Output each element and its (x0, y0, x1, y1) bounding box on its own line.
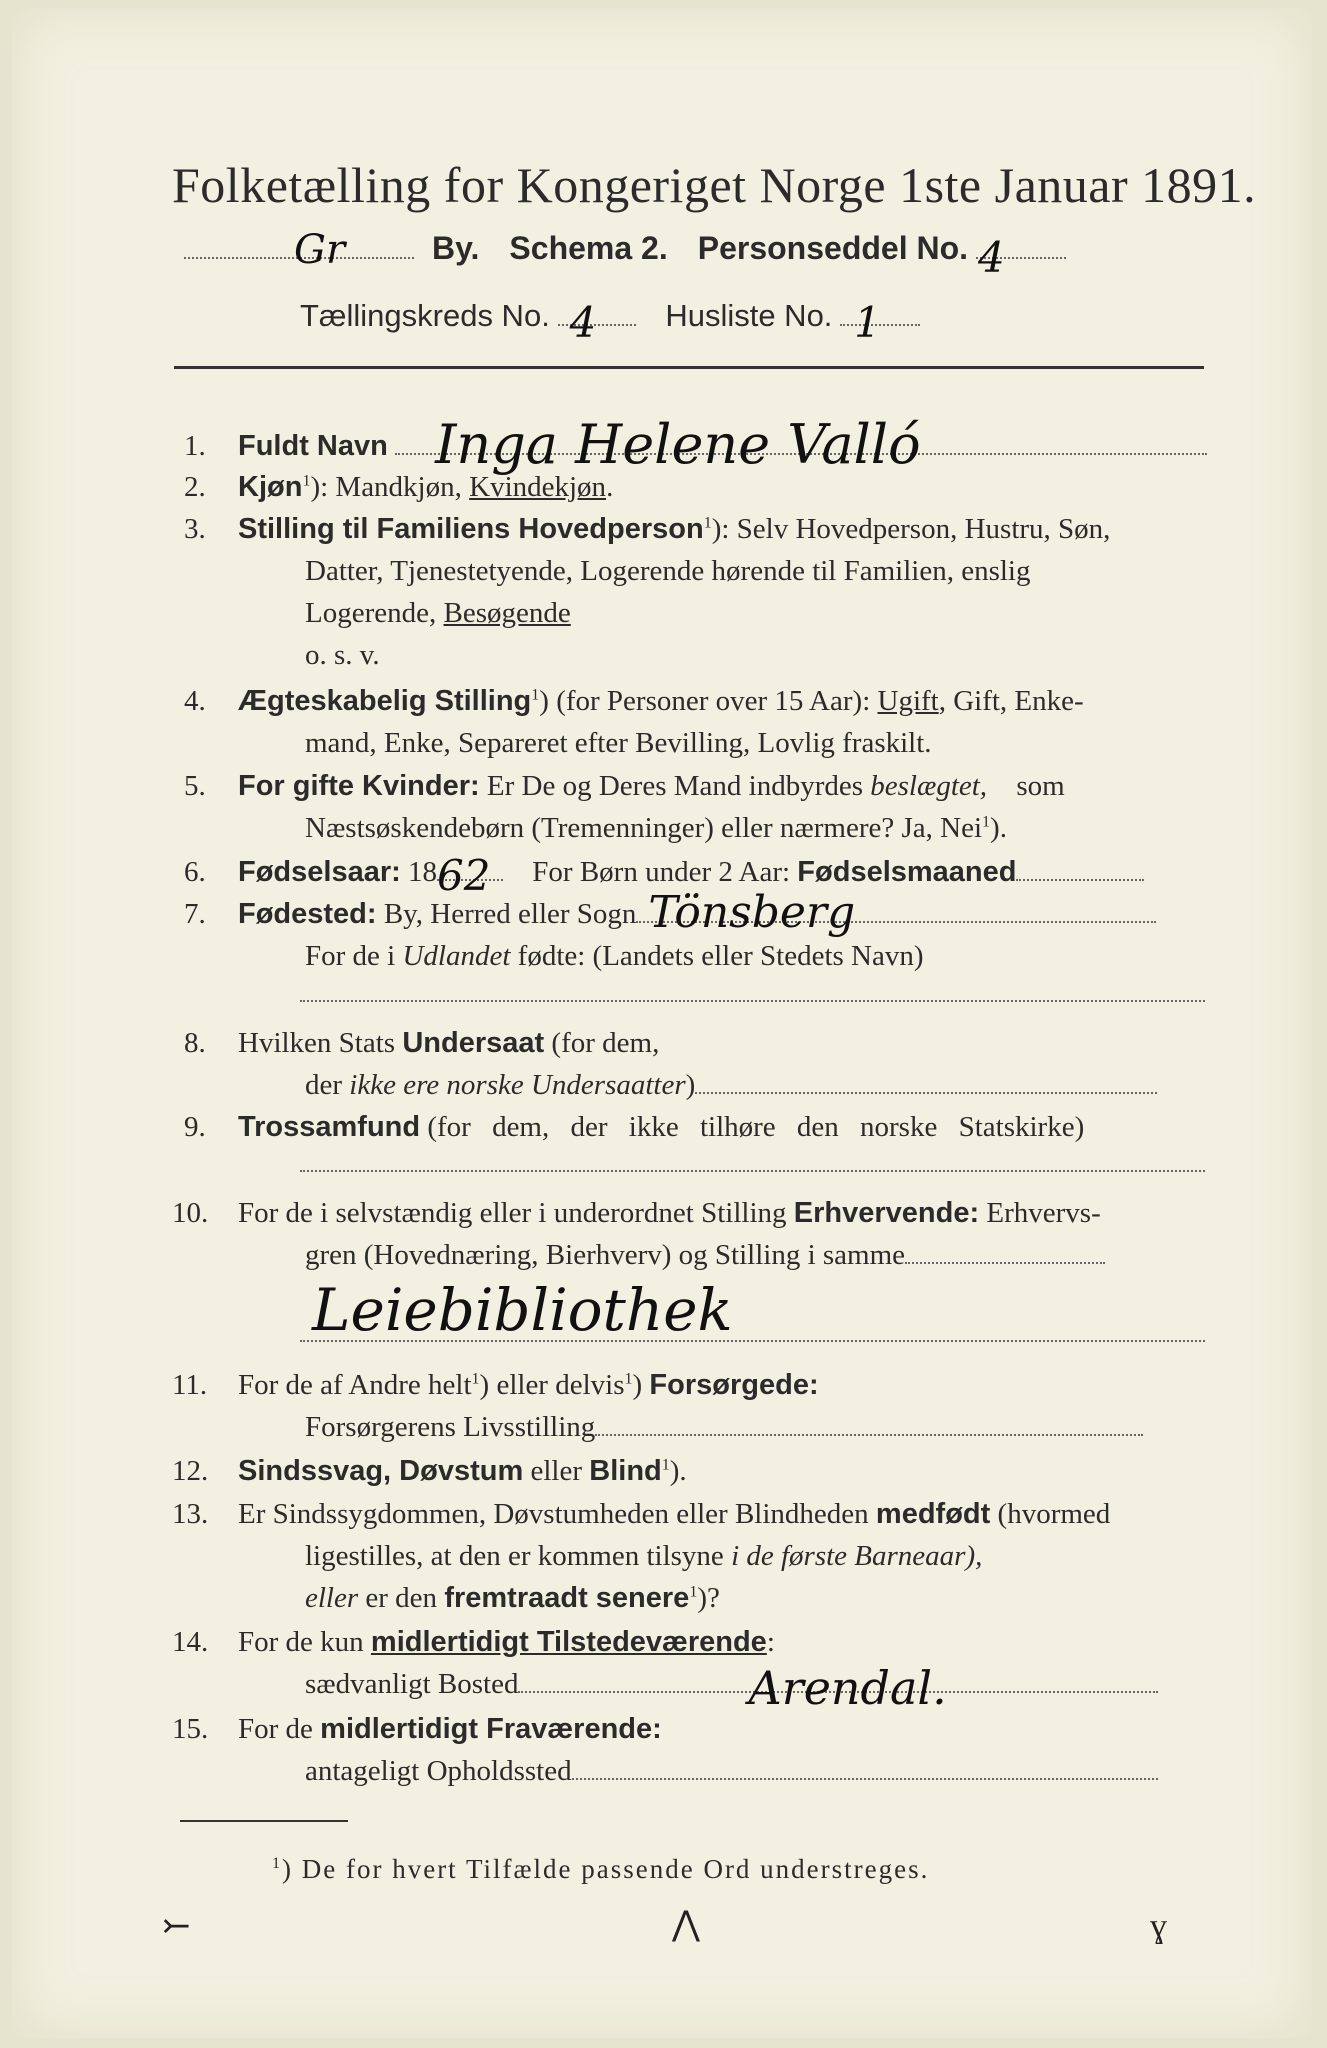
footnote-sup: 1 (272, 1855, 282, 1872)
q6-label: Fødselsaar: (238, 856, 401, 888)
husliste-label: Husliste No. (665, 298, 833, 333)
q13-line3: eller er den fremtraadt senere$^1$)? (305, 1582, 720, 1614)
q4-selected: Ugift (877, 685, 939, 717)
q10-dotted-line (300, 1340, 1205, 1342)
q2-label: Kjøn (238, 471, 303, 503)
q13-label2: fremtraadt senere (444, 1582, 690, 1614)
q12-number: 12. (172, 1455, 209, 1487)
q1-label: Fuldt Navn (238, 430, 388, 462)
q11-number: 11. (172, 1369, 208, 1401)
q3-line4: o. s. v. (305, 639, 380, 671)
q15-number: 15. (172, 1713, 209, 1745)
q5-text3: Næstsøskendebørn (Tremenninger) eller nærmere? Ja, Nei (305, 812, 983, 844)
q10-line1 (238, 1197, 1101, 1230)
q5-label: For gifte Kvinder: (238, 770, 480, 802)
q10-value: Leiebibliothek (312, 1276, 733, 1344)
q2-line: Kjøn$^1$): Mandkjøn, Kvindekjøn. (238, 471, 614, 503)
q1-number: 1. (184, 430, 206, 462)
q13-text3: ligestilles, at den er kommen tilsyne (305, 1540, 724, 1572)
q12-text: eller (530, 1455, 583, 1487)
q7-number: 7. (184, 898, 206, 930)
q12-line: Sindssvag, Døvstum eller Blind$^1$). (238, 1455, 687, 1487)
q2-text: ): Mandkjøn, (310, 471, 462, 503)
q13-text1: Er Sindssygdommen, Døvstumheden eller Blindheden (238, 1498, 869, 1530)
q4-text2: , Gift, Enke- (938, 685, 1084, 717)
q8-number: 8. (184, 1027, 206, 1059)
q7-text2a: For de i (305, 940, 396, 972)
q15-line2 (305, 1755, 1158, 1788)
q7-text2b: fødte: (Landets eller Stedets Navn) (517, 940, 924, 972)
q2-number: 2. (184, 471, 206, 503)
q9-number: 9. (184, 1111, 206, 1143)
footnote-rule (180, 1820, 348, 1822)
taellingskreds-line (300, 298, 920, 347)
q10-text1: For de i selvstændig eller i underordnet Stilling (238, 1197, 787, 1229)
q13-text3i: i de første Barneaar), (731, 1540, 983, 1572)
footnote-text: ) De for hvert Tilfælde passende Ord understreges. (282, 1854, 930, 1884)
q14-line2 (305, 1661, 1158, 1715)
q5-line1 (238, 770, 1065, 803)
q6-label2: Fødselsmaaned (797, 856, 1017, 888)
q8-line1 (238, 1027, 659, 1060)
q14-value: Arendal. (748, 1661, 947, 1715)
header-rule (174, 366, 1204, 369)
q7-text2i: Udlandet (402, 940, 511, 972)
q6-text: For Børn under 2 Aar: (532, 856, 791, 888)
q3-label: Stilling til Familiens Hovedperson (238, 513, 704, 545)
q5-text1: Er De og Deres Mand indbyrdes (486, 770, 864, 802)
q7-value: Tönsberg (648, 887, 856, 938)
q14-text2: sædvanligt Bosted (305, 1668, 519, 1700)
q7-line1 (238, 887, 1156, 938)
q12-label2: Blind (589, 1455, 662, 1487)
q3-line1: Stilling til Familiens Hovedperson$^1$): Selv Hovedperson, Hustru, Søn, (238, 513, 1111, 545)
q8-text3a: der (305, 1069, 343, 1101)
q15-text1: For de (238, 1713, 313, 1745)
q4-line1: Ægteskabelig Stilling$^1$) (for Personer over 15 Aar): Ugift, Gift, Enke- (238, 685, 1084, 717)
q9-text: (for dem, der ikke tilhøre den norske Statskirke) (427, 1111, 1085, 1143)
q7-line2 (305, 940, 924, 973)
q15-text2: antageligt Opholdssted (305, 1755, 572, 1787)
q4-line2: mand, Enke, Separeret efter Bevilling, Lovlig fraskilt. (305, 727, 932, 759)
by-label: By. (432, 230, 480, 266)
q1-value: Inga Helene Valló (435, 413, 921, 476)
q2-selected: Kvindekjøn (469, 471, 607, 503)
q5-number: 5. (184, 770, 206, 802)
q3-text1: ): Selv Hovedperson, Hustru, Søn, (711, 513, 1111, 545)
taellingskreds-value: 4 (569, 298, 597, 347)
q8-text1: Hvilken Stats (238, 1027, 396, 1059)
q14-text1: For de kun (238, 1626, 364, 1658)
q14-label: midlertidigt Tilstedeværende (370, 1626, 767, 1658)
q3-number: 3. (184, 513, 206, 545)
q15-label: midlertidigt Fraværende: (320, 1713, 662, 1745)
q3-text3: Logerende, (305, 597, 437, 629)
q6-value: 62 (437, 851, 491, 900)
q2-end: . (606, 471, 614, 503)
q14-colon: : (766, 1626, 775, 1658)
personseddel-value: 4 (978, 233, 1005, 282)
q6-line (238, 851, 1144, 900)
q11-text4: Forsørgerens Livsstilling (305, 1411, 596, 1443)
q9-label: Trossamfund (238, 1111, 421, 1143)
q10-text3: gren (Hovednæring, Bierhverv) og Stilling i samme (305, 1239, 906, 1271)
q14-line1 (238, 1626, 775, 1659)
schema-label: Schema 2. (509, 230, 668, 266)
q11-label: Forsørgede: (649, 1369, 819, 1401)
census-form (12, 8, 1312, 2038)
q10-text2: Erhvervs- (986, 1197, 1101, 1229)
q11-line2 (305, 1411, 1143, 1444)
q5-text2: som (1016, 770, 1065, 802)
q11-text3: ) (632, 1369, 643, 1401)
margin-mark-right: ɣ (1150, 1908, 1167, 1945)
q6-prefix: 18 (408, 856, 438, 888)
form-title: Folketælling for Kongeriget Norge 1ste Januar 1891. (172, 157, 1257, 213)
q3-selected: Besøgende (443, 597, 571, 629)
q11-text2: ) eller delvis (479, 1369, 625, 1401)
q10-line2 (305, 1239, 1105, 1272)
q13-end: )? (697, 1582, 720, 1614)
q12-end: ). (669, 1455, 687, 1487)
q13-number: 13. (172, 1498, 209, 1530)
q13-line1 (238, 1498, 1110, 1531)
q7-dotted-line (300, 1000, 1205, 1002)
by-line (184, 227, 1066, 282)
taellingskreds-label: Tællingskreds No. (300, 298, 550, 333)
q11-text1: For de af Andre helt (238, 1369, 472, 1401)
q12-label1: Sindssvag, Døvstum (238, 1455, 524, 1487)
by-value: Gr (294, 227, 346, 273)
q13-label: medfødt (875, 1498, 991, 1530)
q5-line2: Næstsøskendebørn (Tremenninger) eller nærmere? Ja, Nei$^1$). (305, 812, 1007, 844)
q10-label: Erhvervende: (793, 1197, 980, 1229)
q9-dotted-line (300, 1170, 1205, 1172)
margin-mark-center: ⋀ (672, 1906, 700, 1943)
personseddel-label: Personseddel No. (697, 230, 969, 266)
q8-text3i: ikke ere norske Undersaatter (349, 1069, 686, 1101)
q5-italic: beslægtet, (870, 770, 988, 802)
q9-line1 (238, 1111, 1084, 1144)
q8-text2: (for dem, (551, 1027, 660, 1059)
q1-line (238, 413, 1207, 476)
q7-label: Fødested: (238, 898, 377, 930)
q4-text1: ) (for Personer over 15 Aar): (539, 685, 871, 717)
q4-number: 4. (184, 685, 206, 717)
margin-mark-left: ⤚ (162, 1908, 191, 1945)
q6-number: 6. (184, 856, 206, 888)
q14-number: 14. (172, 1626, 209, 1658)
q13-text2: (hvormed (997, 1498, 1111, 1530)
q11-line1: For de af Andre helt$^1$) eller delvis$^1$) Forsørgede: (238, 1369, 819, 1401)
q4-label: Ægteskabelig Stilling (238, 685, 532, 717)
q8-text3b: ) (685, 1069, 696, 1101)
q8-line2 (305, 1069, 1157, 1102)
q3-line3 (305, 597, 571, 630)
q8-label: Undersaat (402, 1027, 545, 1059)
q15-line1 (238, 1713, 662, 1746)
q3-line2: Datter, Tjenestetyende, Logerende hørende til Familien, enslig (305, 555, 1031, 587)
q7-text: By, Herred eller Sogn (383, 898, 637, 930)
q13-text4: er den (365, 1582, 438, 1614)
q13-line2 (305, 1540, 982, 1573)
q13-text4i: eller (305, 1582, 359, 1614)
q10-number: 10. (172, 1197, 209, 1229)
footnote (272, 1854, 929, 1885)
husliste-value: 1 (854, 298, 881, 347)
